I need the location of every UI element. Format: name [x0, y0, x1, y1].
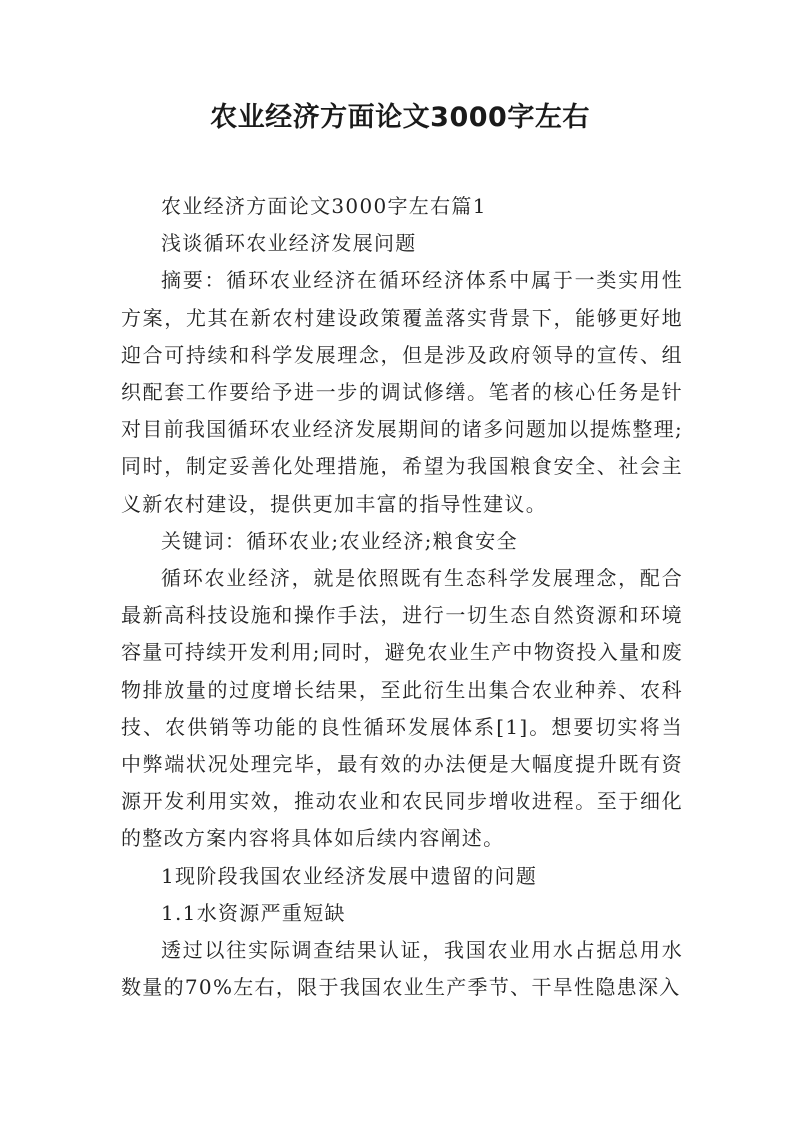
paragraph-article-heading: 农业经济方面论文3000字左右篇1	[161, 194, 487, 218]
paragraph-intro: 循环农业经济，就是依照既有生态科学发展理念，配合最新高科技设施和操作手法，进行一切生态自然资源和环境容量可持续开发利用;同时，避免农业生产中物资投入量和废物排放量的过度增长结果，至此衍生出集合农业种养、农科技、农供销等功能的良性循环发展体系[1]。想要切实将当中弊端状况处理完毕，最有效的办法便是大幅度提升既有资源开发利用实效，推动农业和农民同步增收进程。至于细化的整改方案内容将具体如后续内容阐述。	[121, 566, 683, 851]
paragraph-section-heading: 1现阶段我国农业经济发展中遗留的问题	[161, 863, 538, 888]
page-title: 农业经济方面论文3000字左右	[210, 102, 590, 133]
paragraph-keywords: 关键词：循环农业;农业经济;粮食安全	[161, 528, 518, 553]
paragraph-abstract: 摘要：循环农业经济在循环经济体系中属于一类实用性方案，尤其在新农村建设政策覆盖落实背景下，能够更好地迎合可持续和科学发展理念，但是涉及政府领导的宣传、组织配套工作要给予进一步的调试修缮。笔者的核心任务是针对目前我国循环农业经济发展期间的诸多问题加以提炼整理;同时，制定妥善化处理措施，希望为我国粮食安全、社会主义新农村建设，提供更加丰富的指导性建议。	[121, 268, 683, 516]
document-body	[121, 188, 683, 1006]
paragraph-subsection-heading: 1.1水资源严重短缺	[161, 900, 346, 925]
paragraph-body-text: 透过以往实际调查结果认证，我国农业用水占据总用水数量的70%左右，限于我国农业生产季节、干旱性隐患深入	[121, 938, 683, 1000]
paragraph-article-subtitle: 浅谈循环农业经济发展问题	[161, 231, 417, 256]
